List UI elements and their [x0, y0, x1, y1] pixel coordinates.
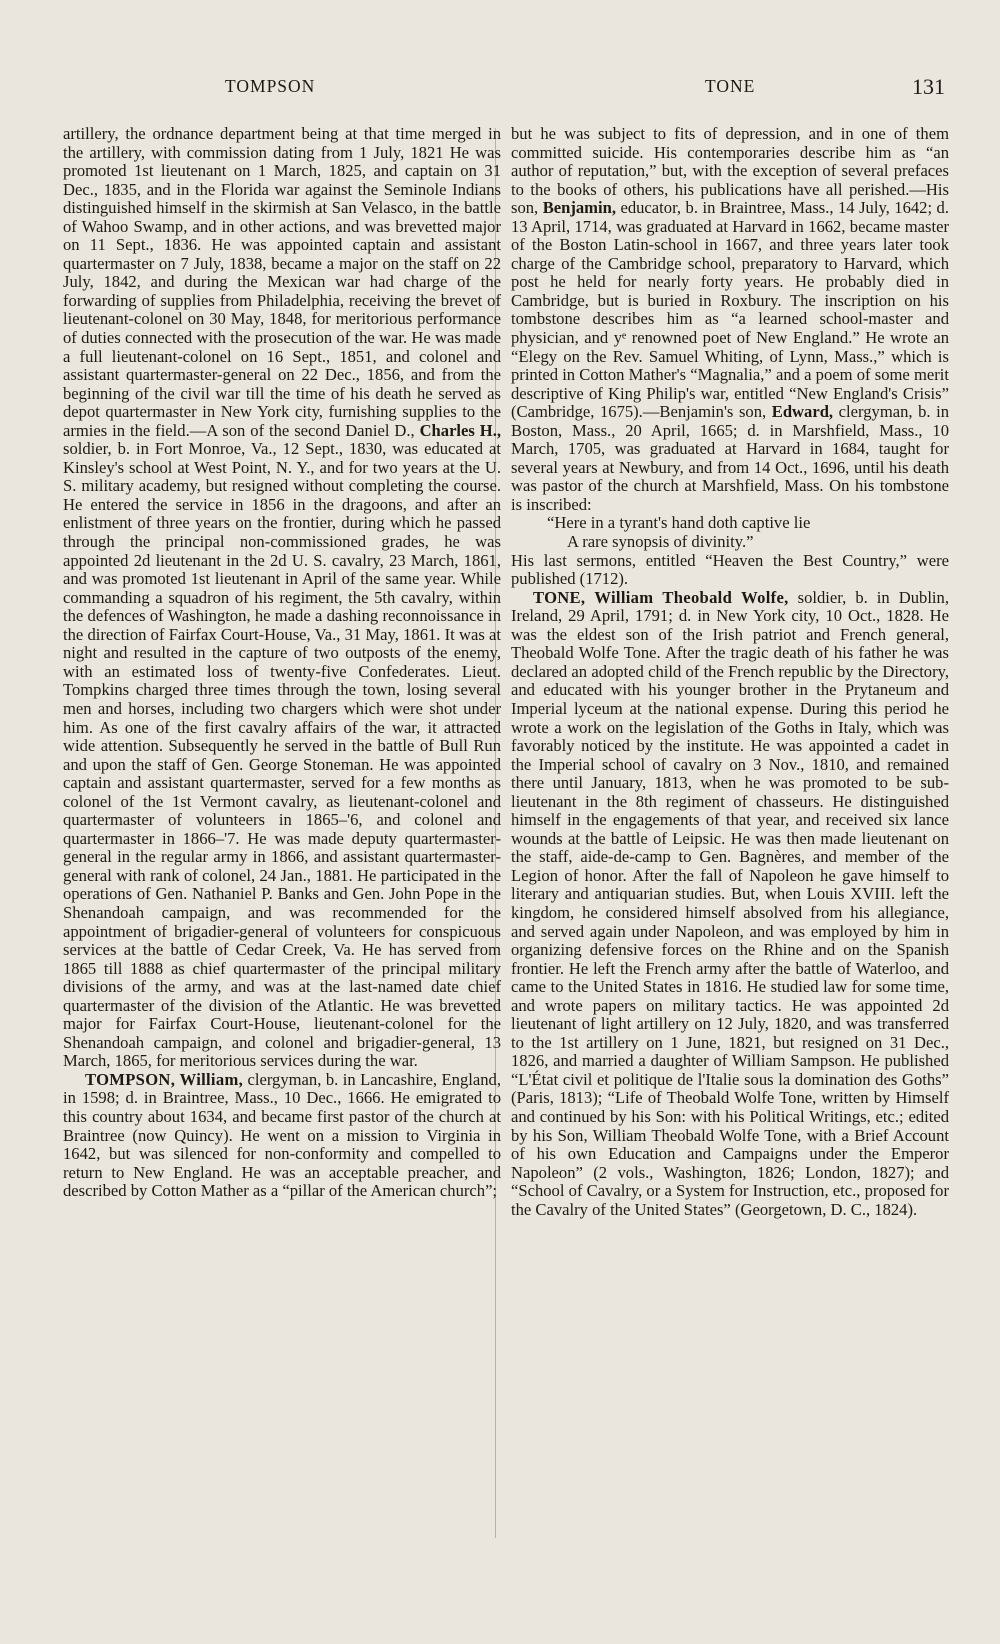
epitaph-line-2: A rare synopsis of divinity.” [567, 532, 754, 552]
entry-headword-tone: TONE, William Theobald Wolfe, [533, 587, 789, 607]
tone-entry-paragraph [511, 589, 949, 1220]
entry-name-benjamin: Benjamin, [542, 198, 616, 218]
text-run: artillery, the ordnance department being at that time merged in the artillery, with commission dating from 1 July, 1821 He was promoted 1st lieutenant on 1 March, 1825, and captain on 31 Dec., 1835, and in the Florida war against the Seminole Indians distinguished himself in the skirmish at San Velasco, in the battle of Wahoo Swamp, and in other actions, and was brevetted major on 11 Sept., 1836. He was appointed captain and assistant quartermaster on 7 July, 1838, became a major on the staff on 22 July, 1842, and during the Mexican war had charge of the forwarding of supplies from Philadelphia, receiving the brevet of lieutenant-colonel on 30 May, 1848, for meritorious performance of duties connected with the prosecution of the war. He was made a full lieutenant-colonel on 16 Sept., 1851, and colonel and assistant quartermaster-general on 22 Dec., 1856, and from the beginning of the civil war till the time of his death he served as depot quartermaster in New York city, furnishing supplies to the armies in the field.—A son of the second Daniel D., [63, 124, 501, 440]
tompkins-entry-paragraph [63, 125, 501, 1071]
epitaph-line-1: “Here in a tyrant's hand doth captive lie [547, 513, 811, 533]
tompson-continuation-paragraph [511, 125, 949, 514]
text-run: clergyman, b. in Lancashire, England, in 1598; d. in Braintree, Mass., 10 Dec., 1666. He emigrated to this country about 1634, and became first pastor of the church at Braintree (now Quincy). He went on a mission to Virginia in 1642, but was silenced for non-conformity and compelled to return to New England. He was an acceptable preacher, and described by Cotton Mather as a “pillar of the American church”; [63, 1069, 501, 1201]
header-right-entry: TONE [705, 76, 756, 96]
text-run: soldier, b. in Fort Monroe, Va., 12 Sept., 1830, was educated at Kinsley's school at West Point, N. Y., and for two years at the U. S. military academy, but resigned without completing the course. He entered the service in 1856 in the dragoons, and after an enlistment of three years on the frontier, during which he passed through the principal non-commissioned grades, he was appointed 2d lieutenant in the 2d U. S. cavalry, 23 March, 1861, and was promoted 1st lieutenant in April of the same year. While commanding a squadron of his regiment, the 5th cavalry, within the defences of Washington, he made a dashing reconnoissance in the direction of Fairfax Court-House, Va., 31 May, 1861. It was at night and resulted in the capture of two outposts of the enemy, with an estimated loss of twenty-five Confederates. Lieut. Tompkins charged three times through the town, losing several men and horses, including two chargers which were shot under him. As one of the first cavalry affairs of the war, it attracted wide attention. Subsequently he served in the battle of Bull Run and upon the staff of Gen. George Stoneman. He was appointed captain and assistant quartermaster, served for a few months as colonel of the 1st Vermont cavalry, as lieutenant-colonel and quartermaster of volunteers in 1865–'6, and colonel and quartermaster in 1866–'7. He was made deputy quartermaster-general in the regular army in 1866, and assistant quartermaster-general with rank of colonel, 24 Jan., 1881. He participated in the operations of Gen. Nathaniel P. Banks and Gen. John Pope in the Shenandoah campaign, and was recommended for the appointment of brigadier-general of volunteers for conspicuous services at the battle of Cedar Creek, Va. He has served from 1865 till 1888 as chief quartermaster of the principal military divisions of the army, and was at the last-named date chief quartermaster of the division of the Atlantic. He was brevetted major for Fairfax Court-House, lieutenant-colonel for the Shenandoah campaign, and colonel and brigadier-general, 13 March, 1865, for meritorious services during the war. [63, 439, 501, 1071]
last-sermons-paragraph: His last sermons, entitled “Heaven the Best Country,” were published (1712). [511, 550, 949, 589]
text-run: but he was subject to fits of depression, and in one of them committed suicide. His contemporaries describe him as “an author of reputation,” but, with the exception of several prefaces to the books of others, his publications have all perished.—His son, [511, 124, 949, 218]
text-run: clergyman, b. in Boston, Mass., 20 April, 1665; d. in Marshfield, Mass., 10 March, 1705, was graduated at Harvard in 1684, taught for several years at Newbury, and from 14 Oct., 1696, until his death was pastor of the church at Marshfield, Mass. On his tombstone is inscribed: [511, 402, 950, 514]
page-number: 131 [912, 74, 945, 99]
entry-headword-tompson: TOMPSON, William, [85, 1069, 244, 1089]
right-column [511, 125, 949, 1219]
header-left-entry: TOMPSON [225, 76, 316, 96]
entry-name-edward: Edward, [771, 402, 834, 422]
text-run: educator, b. in Braintree, Mass., 14 July, 1642; d. 13 April, 1714, was graduated at Harvard in 1662, became master of the Boston Latin-school in 1667, and three years later took charge of the Cambridge school, preparatory to Harvard, which post he held for nearly forty years. He probably died in Cambridge, but is buried in Roxbury. The inscription on his tombstone describes him as “a learned school-master and physician, and yᵉ renowned poet of New England.” He wrote an “Elegy on the Rev. Samuel Whiting, of Lynn, Mass.,” which is printed in Cotton Mather's “Magnalia,” and a poem of some merit descriptive of King Philip's war, entitled “New England's Crisis” (Cambridge, 1675).—Benjamin's son, [511, 198, 949, 422]
running-header [0, 76, 1000, 106]
text-run: soldier, b. in Dublin, Ireland, 29 April, 1791; d. in New York city, 10 Oct., 1828. He was the eldest son of the Irish patriot and French general, Theobald Wolfe Tone. After the tragic death of his father he was declared an adopted child of the French republic by the Directory, and educated with his younger brother in the Prytaneum and Imperial lyceum at the national expense. During this period he wrote a work on the legislation of the Goths in Italy, which was favorably noticed by the institute. He was appointed a cadet in the Imperial school of cavalry on 3 Nov., 1810, and remained there until January, 1813, when he was promoted to be sub-lieutenant in the 8th regiment of chasseurs. He distinguished himself in the engagements of that year, and received six lance wounds at the battle of Leipsic. He was then made lieutenant on the staff, aide-de-camp to Gen. Bagnères, and member of the Legion of honor. After the fall of Napoleon he gave himself to literary and antiquarian studies. But, when Louis XVIII. left the kingdom, he considered himself absolved from his allegiance, and served again under Napoleon, and was employed by him in organizing defensive forces on the Rhine and on the Spanish frontier. He left the French army after the battle of Waterloo, and came to the United States in 1816. He studied law for some time, and wrote papers on military tactics. He was appointed 2d lieutenant of light artillery on 12 July, 1820, and was transferred to the 1st artillery on 1 June, 1821, but resigned on 31 Dec., 1826, and married a daughter of William Sampson. He published “L'État civil et politique de l'Italie sous la domination des Goths” (Paris, 1813); “Life of Theobald Wolfe Tone, written by Himself and continued by his Son: with his Political Writings, etc.; edited by his Son, William Theobald Wolfe Tone, with a Brief Account of his own Education and Campaigns under the Emperor Napoleon” (2 vols., Washington, 1826; London, 1827); and “School of Cavalry, or a System for Instruction, etc., proposed for the Cavalry of the United States” (Georgetown, D. C., 1824). [511, 587, 949, 1219]
tompson-entry-paragraph [63, 1071, 501, 1201]
entry-name-charles: Charles H., [419, 420, 501, 440]
left-column [63, 125, 501, 1201]
